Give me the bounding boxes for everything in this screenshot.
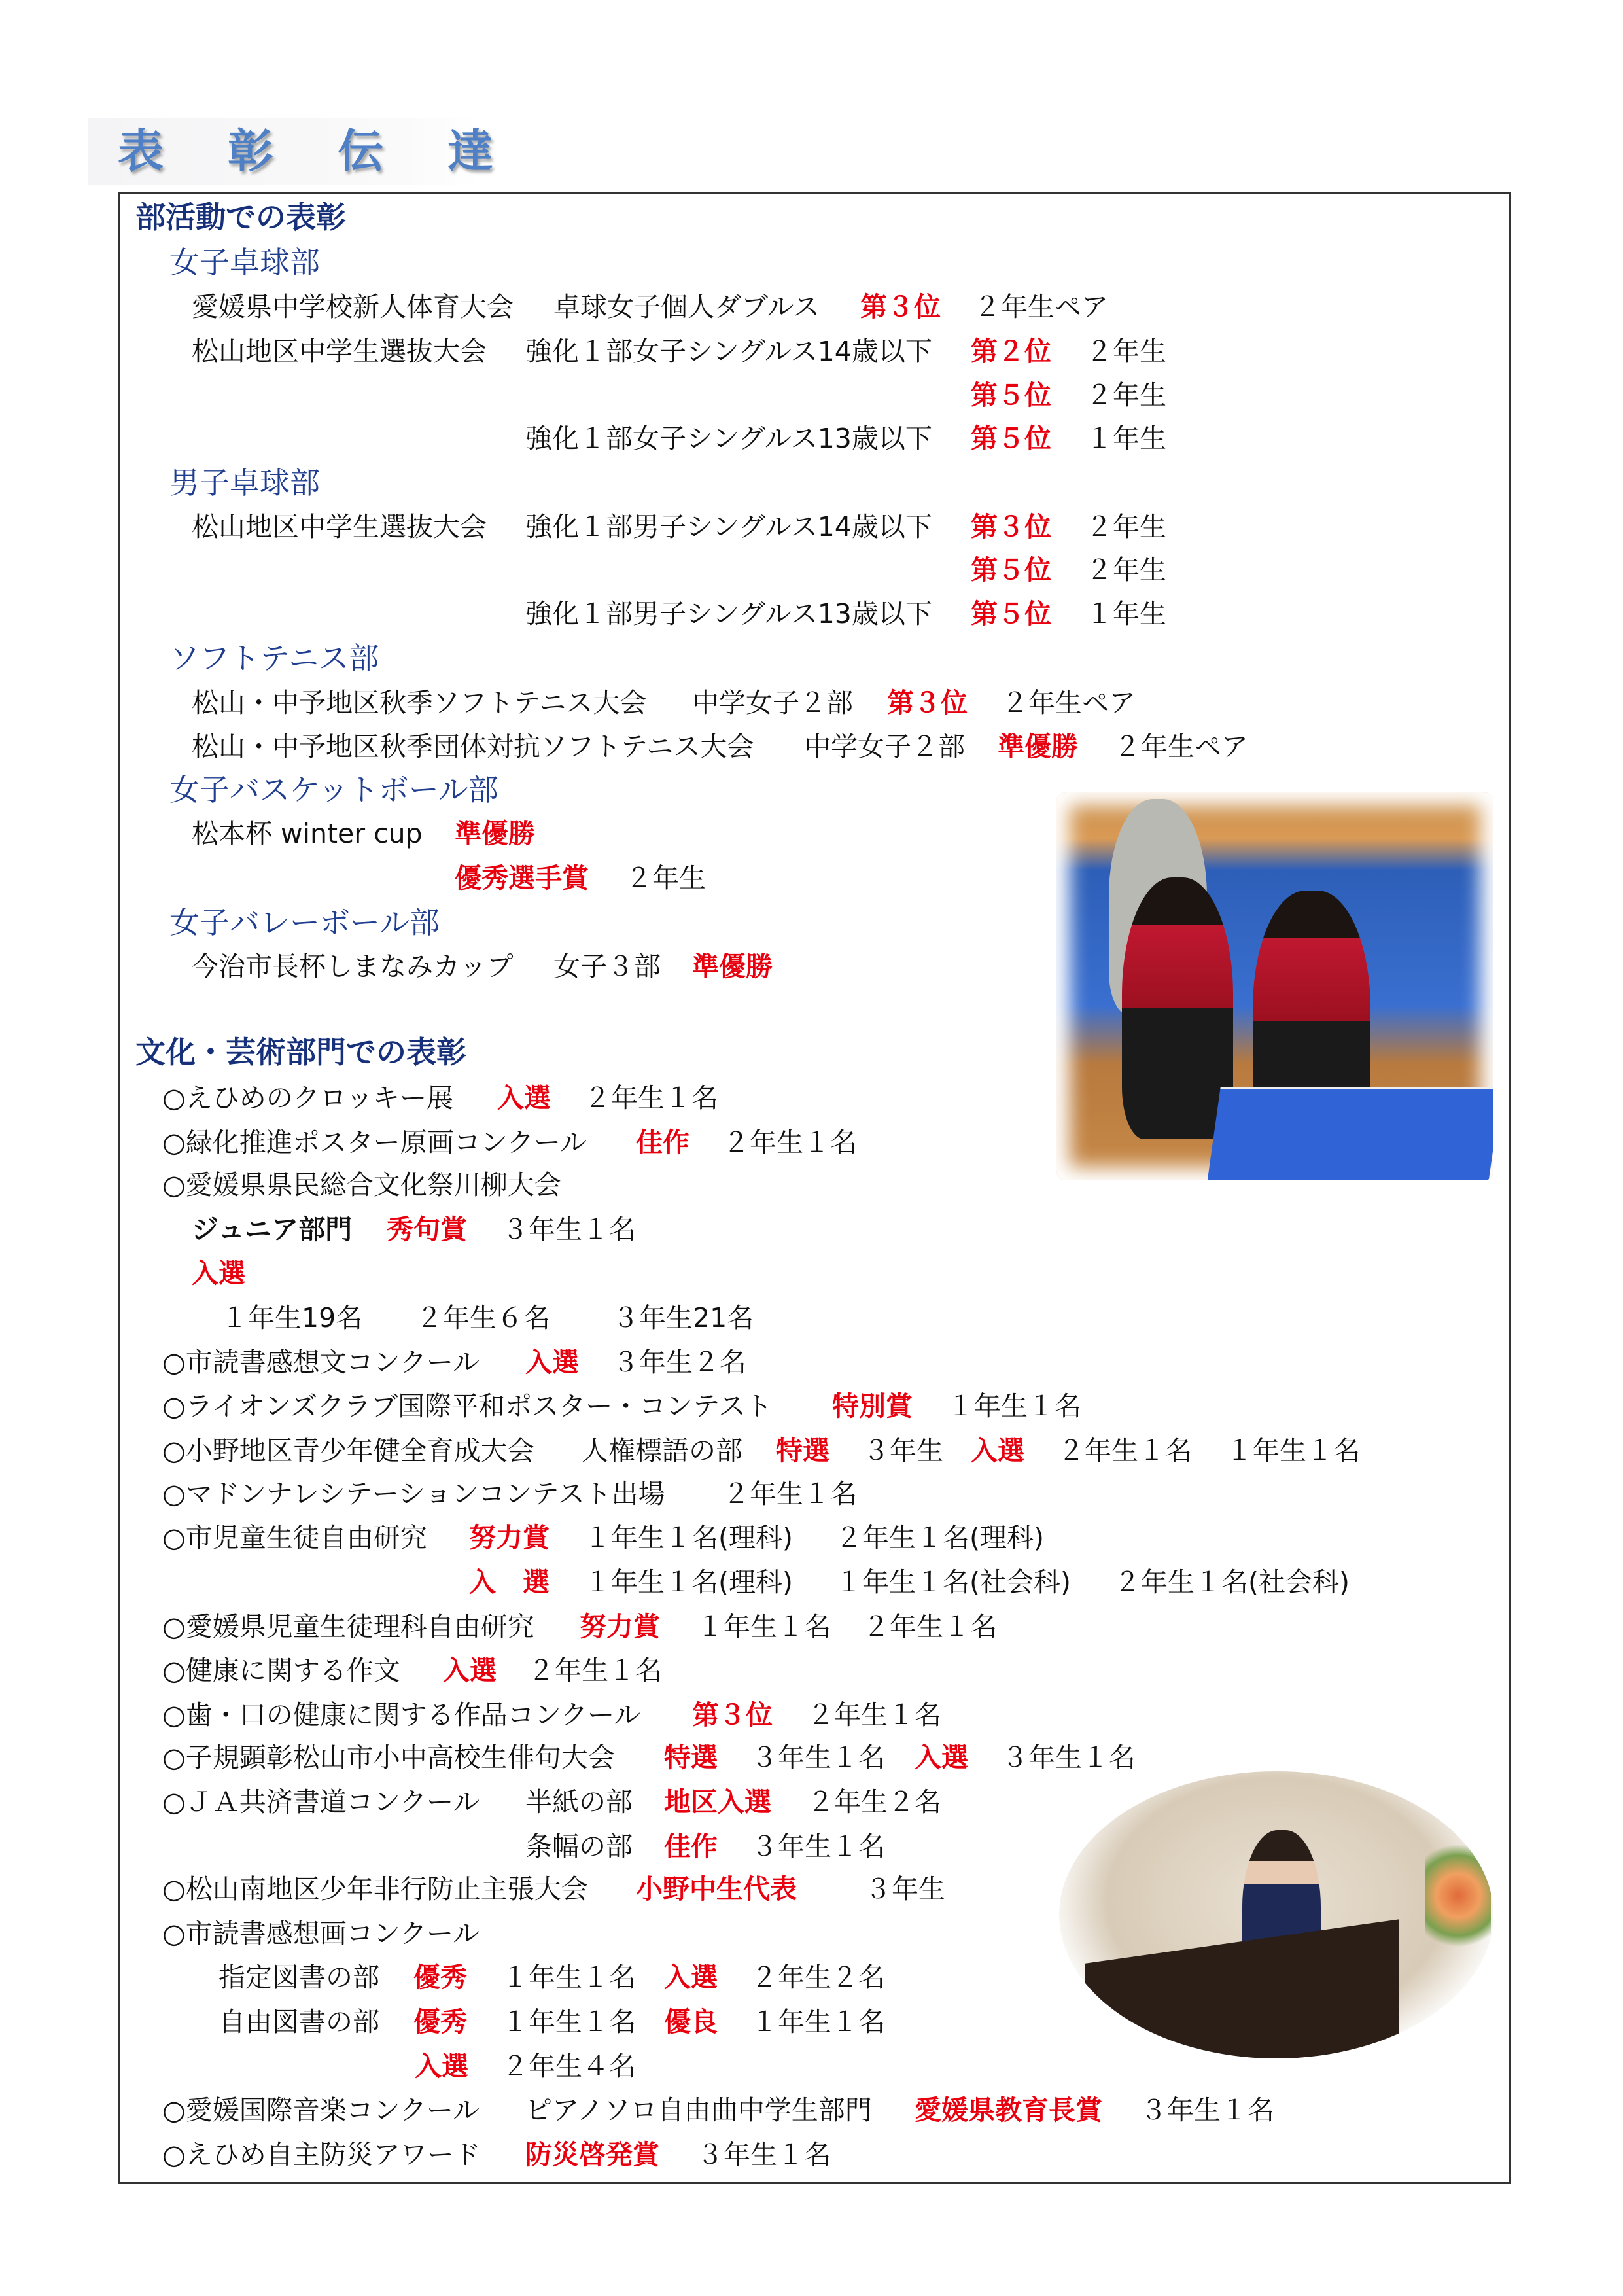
award-text: 人権標語の部 xyxy=(582,1435,742,1466)
award-text: ピアノソロ自由曲中学生部門 xyxy=(525,2094,872,2126)
award-label: 準優勝 xyxy=(998,731,1078,762)
award-text: ３年生１名 xyxy=(751,1831,885,1862)
award-text: ○健康に関する作文 xyxy=(162,1655,400,1686)
award-label: 特選 xyxy=(776,1435,829,1466)
award-text: 今治市長杯しまなみカップ xyxy=(192,951,514,982)
award-text: １年生１名 xyxy=(751,2006,885,2038)
award-text: ○えひめのクロッキー展 xyxy=(162,1082,453,1114)
award-text: 自由図書の部 xyxy=(218,2006,379,2038)
award-text: ２年生２名 xyxy=(807,1786,941,1818)
page-title: 表彰伝達 xyxy=(118,124,557,178)
award-text: ２年生１名(社会科) xyxy=(1114,1566,1350,1598)
club-name: ソフトテニス部 xyxy=(169,641,379,676)
award-text: １年生１名 xyxy=(502,1962,636,1993)
award-text: ○子規顕彰松山市小中高校生俳句大会 xyxy=(162,1742,615,1773)
award-text: ○小野地区青少年健全育成大会 xyxy=(162,1435,534,1466)
award-text: ○愛媛県児童生徒理科自由研究 xyxy=(162,1611,534,1642)
award-text: １年生１名 xyxy=(697,1611,831,1642)
award-text: ２年生１名 xyxy=(1058,1435,1192,1466)
award-label: 優秀 xyxy=(413,2006,467,2038)
award-text: １年生 xyxy=(1086,598,1166,629)
award-text: ２年生１名 xyxy=(723,1127,857,1158)
award-text: ○えひめ自主防災アワード xyxy=(162,2139,481,2170)
award-text: ３年生１名 xyxy=(502,1214,636,1245)
award-label: 防災啓発賞 xyxy=(525,2139,659,2170)
award-text: ２年生 xyxy=(1086,554,1166,586)
award-text: ３年生 xyxy=(863,1435,943,1466)
award-text: ２年生２名 xyxy=(751,1962,885,1993)
award-label: 第５位 xyxy=(971,423,1051,454)
award-text: ２年生ペア xyxy=(1114,731,1248,762)
award-text: ○マドンナレシテーションコンテスト出場 xyxy=(162,1478,665,1510)
award-text: ２年生１名 xyxy=(584,1082,718,1114)
award-text: ○ＪＡ共済書道コンクール xyxy=(162,1786,480,1818)
award-label: 入選 xyxy=(192,1258,245,1289)
award-text: ３年生１名 xyxy=(1002,1742,1136,1773)
award-text: ２年生１名 xyxy=(807,1699,941,1731)
club-name: 男子卓球部 xyxy=(169,465,320,501)
speech-photo xyxy=(1059,1771,1493,2058)
award-text: ２年生 xyxy=(1086,336,1166,367)
award-label: 準優勝 xyxy=(455,818,535,849)
award-label: 第２位 xyxy=(971,336,1051,367)
award-text: ２年生１名 xyxy=(528,1655,662,1686)
award-label: 入選 xyxy=(415,2051,468,2082)
award-label: 入選 xyxy=(971,1435,1024,1466)
award-label: 入選 xyxy=(497,1082,551,1114)
award-text: ○市読書感想文コンクール xyxy=(162,1347,480,1378)
award-text: ２年生 xyxy=(1086,380,1166,411)
award-text: 強化１部男子シングルス13歳以下 xyxy=(525,598,932,629)
award-label: 第３位 xyxy=(971,511,1051,542)
club-name: 女子バレーボール部 xyxy=(169,905,440,940)
award-text: 松山地区中学生選抜大会 xyxy=(192,511,487,542)
award-text: ２年生１名(理科) xyxy=(835,1522,1044,1553)
award-text: ２年生６名 xyxy=(416,1302,550,1333)
photo-figure-player xyxy=(1122,877,1233,1139)
award-text: 指定図書の部 xyxy=(218,1962,379,1993)
award-text: １年生１名(社会科) xyxy=(835,1566,1071,1598)
award-label: 努力賞 xyxy=(469,1522,550,1553)
award-text: １年生１名 xyxy=(947,1390,1081,1422)
award-text: ○愛媛県県民総合文化祭川柳大会 xyxy=(162,1169,561,1201)
award-label: 愛媛県教育長賞 xyxy=(915,2094,1102,2126)
award-text: ○歯・口の健康に関する作品コンクール xyxy=(162,1699,641,1731)
award-label: 第３位 xyxy=(692,1699,773,1731)
club-name: 女子卓球部 xyxy=(169,245,320,280)
award-text: ３年生２名 xyxy=(612,1347,746,1378)
award-text: 女子３部 xyxy=(553,951,661,982)
award-text: 松山・中予地区秋季ソフトテニス大会 xyxy=(192,687,647,718)
award-text: ３年生１名 xyxy=(1140,2094,1274,2126)
award-text: １年生 xyxy=(1086,423,1166,454)
award-text: ３年生 xyxy=(865,1873,945,1905)
award-text: ２年生４名 xyxy=(502,2051,636,2082)
award-text: ３年生１名 xyxy=(697,2139,831,2170)
award-text: １年生１名(理科) xyxy=(584,1522,793,1553)
award-label: 第３位 xyxy=(887,687,968,718)
award-text: 松山地区中学生選抜大会 xyxy=(192,336,487,367)
award-text: ○市読書感想画コンクール xyxy=(162,1918,480,1949)
award-label: 佳作 xyxy=(664,1831,718,1862)
award-text: 強化１部女子シングルス13歳以下 xyxy=(525,423,932,454)
award-label: 佳作 xyxy=(636,1127,689,1158)
award-label: 入 選 xyxy=(469,1566,550,1598)
award-text: ○愛媛国際音楽コンクール xyxy=(162,2094,480,2126)
award-text: 中学女子２部 xyxy=(692,687,853,718)
award-text: 強化１部女子シングルス14歳以下 xyxy=(525,336,932,367)
award-text: 愛媛県中学校新人体育大会 xyxy=(192,291,514,323)
award-label: 優秀選手賞 xyxy=(455,862,589,894)
award-text: ジュニア部門 xyxy=(192,1214,353,1245)
award-label: 地区入選 xyxy=(664,1786,771,1818)
award-text: ３年生１名 xyxy=(751,1742,885,1773)
award-text: ○松山南地区少年非行防止主張大会 xyxy=(162,1873,588,1905)
section-heading: 部活動での表彰 xyxy=(135,200,346,235)
award-text: ２年生１名 xyxy=(863,1611,997,1642)
award-text: 松山・中予地区秋季団体対抗ソフトテニス大会 xyxy=(192,731,754,762)
award-label: 第５位 xyxy=(971,380,1051,411)
award-label: 入選 xyxy=(443,1655,497,1686)
award-label: 入選 xyxy=(915,1742,968,1773)
award-label: 準優勝 xyxy=(692,951,773,982)
award-label: 小野中生代表 xyxy=(636,1873,797,1905)
table-tennis-photo xyxy=(1056,792,1493,1180)
award-text: ２年生ペア xyxy=(1002,687,1136,718)
award-text: 松本杯 winter cup xyxy=(192,818,423,849)
award-text: １年生１名(理科) xyxy=(584,1566,793,1598)
award-text: ○緑化推進ポスター原画コンクール xyxy=(162,1127,587,1158)
award-text: １年生１名 xyxy=(502,2006,636,2038)
award-label: 努力賞 xyxy=(580,1611,660,1642)
award-text: １年生１名 xyxy=(1226,1435,1360,1466)
award-label: 第３位 xyxy=(860,291,941,323)
photo-table xyxy=(1206,1087,1493,1180)
award-label: 秀句賞 xyxy=(387,1214,467,1245)
award-label: 特別賞 xyxy=(832,1390,913,1422)
award-text: ○ライオンズクラブ国際平和ポスター・コンテスト xyxy=(162,1390,773,1422)
award-text: 条幅の部 xyxy=(525,1831,633,1862)
award-label: 入選 xyxy=(525,1347,579,1378)
award-label: 優秀 xyxy=(413,1962,467,1993)
award-text: ２年生ペア xyxy=(974,291,1108,323)
award-text: ３年生21名 xyxy=(612,1302,754,1333)
award-label: 優良 xyxy=(664,2006,718,2038)
section-heading: 文化・芸術部門での表彰 xyxy=(135,1034,466,1070)
award-text: ２年生 xyxy=(625,862,706,894)
award-label: 入選 xyxy=(664,1962,718,1993)
photo-flowers xyxy=(1425,1830,1491,1961)
club-name: 女子バスケットボール部 xyxy=(169,772,498,807)
award-label: 第５位 xyxy=(971,554,1051,586)
award-text: ○市児童生徒自由研究 xyxy=(162,1522,427,1553)
award-text: 強化１部男子シングルス14歳以下 xyxy=(525,511,932,542)
award-text: ２年生１名 xyxy=(723,1478,857,1510)
award-label: 特選 xyxy=(664,1742,718,1773)
award-text: 卓球女子個人ダブルス xyxy=(553,291,820,323)
award-text: ２年生 xyxy=(1086,511,1166,542)
award-text: １年生19名 xyxy=(221,1302,363,1333)
award-label: 第５位 xyxy=(971,598,1051,629)
award-text: 中学女子２部 xyxy=(804,731,965,762)
award-text: 半紙の部 xyxy=(525,1786,633,1818)
